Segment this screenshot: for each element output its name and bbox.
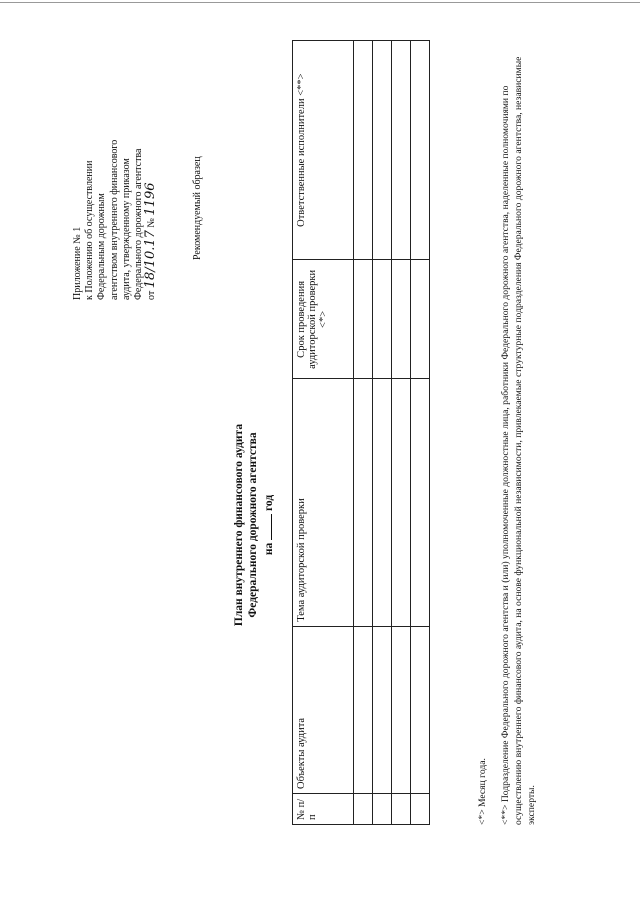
- table-cell: [354, 379, 373, 626]
- appendix-date-line: [145, 60, 158, 300]
- handwritten-number: 1196: [143, 182, 159, 216]
- sample-label: Рекомендуемый образец: [192, 156, 203, 260]
- year-prefix: на: [263, 542, 275, 556]
- table-cell: [392, 379, 411, 626]
- table-cell: [411, 379, 430, 626]
- footnote-2: <**> Подразделение Федерального дорожного агентства и (или) уполномоченные должностные лица, работники Федерального дорожного агентства, наделенные полномочиями по осуществлению внутреннего финансового аудита, на основе функциональной независимости, привлекаемые структурные подразделения Федерального дорожного агентства, независимые эксперты.: [500, 56, 537, 825]
- date-prefix: от: [146, 290, 158, 300]
- appendix-block: [72, 60, 158, 300]
- document-title: [232, 325, 276, 725]
- table-cell: [411, 626, 430, 793]
- table-row: [411, 41, 430, 825]
- table-cell: [411, 260, 430, 379]
- footnotes: [476, 35, 538, 825]
- title-year-line: [260, 325, 276, 725]
- appendix-line: Приложение № 1: [72, 226, 83, 300]
- header-cell-number: № п/п: [293, 793, 354, 824]
- number-prefix: №: [146, 218, 158, 228]
- year-blank: [260, 514, 272, 540]
- header-cell-objects: Объекты аудита: [293, 626, 354, 793]
- title-line-2: Федерального дорожного агентства: [247, 432, 259, 618]
- table-cell: [354, 260, 373, 379]
- header-cell-topic: Тема аудиторской проверки: [293, 379, 354, 626]
- appendix-line: аудита, утвержденному приказом: [120, 158, 132, 300]
- table-cell: [373, 626, 392, 793]
- table-cell: [354, 626, 373, 793]
- appendix-line: агентством внутреннего финансового: [108, 139, 120, 300]
- handwritten-date: 18/10.17: [143, 230, 159, 289]
- table-cell: [411, 41, 430, 260]
- header-cell-executors: Ответственные исполнители <**>: [293, 41, 354, 260]
- table-header-row: [293, 41, 354, 825]
- table-cell: [373, 41, 392, 260]
- table-cell: [392, 626, 411, 793]
- appendix-line: к Положению об осуществлении: [84, 160, 96, 300]
- table-cell: [354, 41, 373, 260]
- title-line-1: План внутреннего финансового аудита: [233, 423, 245, 627]
- table-cell: [373, 260, 392, 379]
- audit-plan-table: [292, 40, 430, 825]
- table-cell: [373, 793, 392, 824]
- table-cell: [392, 41, 411, 260]
- appendix-line: Федеральным дорожным: [96, 193, 108, 300]
- header-cell-term: Срок проведения аудиторской проверки <*>: [293, 260, 354, 379]
- table-cell: [373, 379, 392, 626]
- table-row: [373, 41, 392, 825]
- table-cell: [411, 793, 430, 824]
- footnote-1: <*> Месяц года.: [477, 758, 488, 825]
- table-row: [354, 41, 373, 825]
- year-suffix: год: [263, 494, 275, 512]
- appendix-line: Федерального дорожного агентства: [133, 148, 145, 300]
- table-cell: [354, 793, 373, 824]
- table-cell: [392, 260, 411, 379]
- table-row: [392, 41, 411, 825]
- table-cell: [392, 793, 411, 824]
